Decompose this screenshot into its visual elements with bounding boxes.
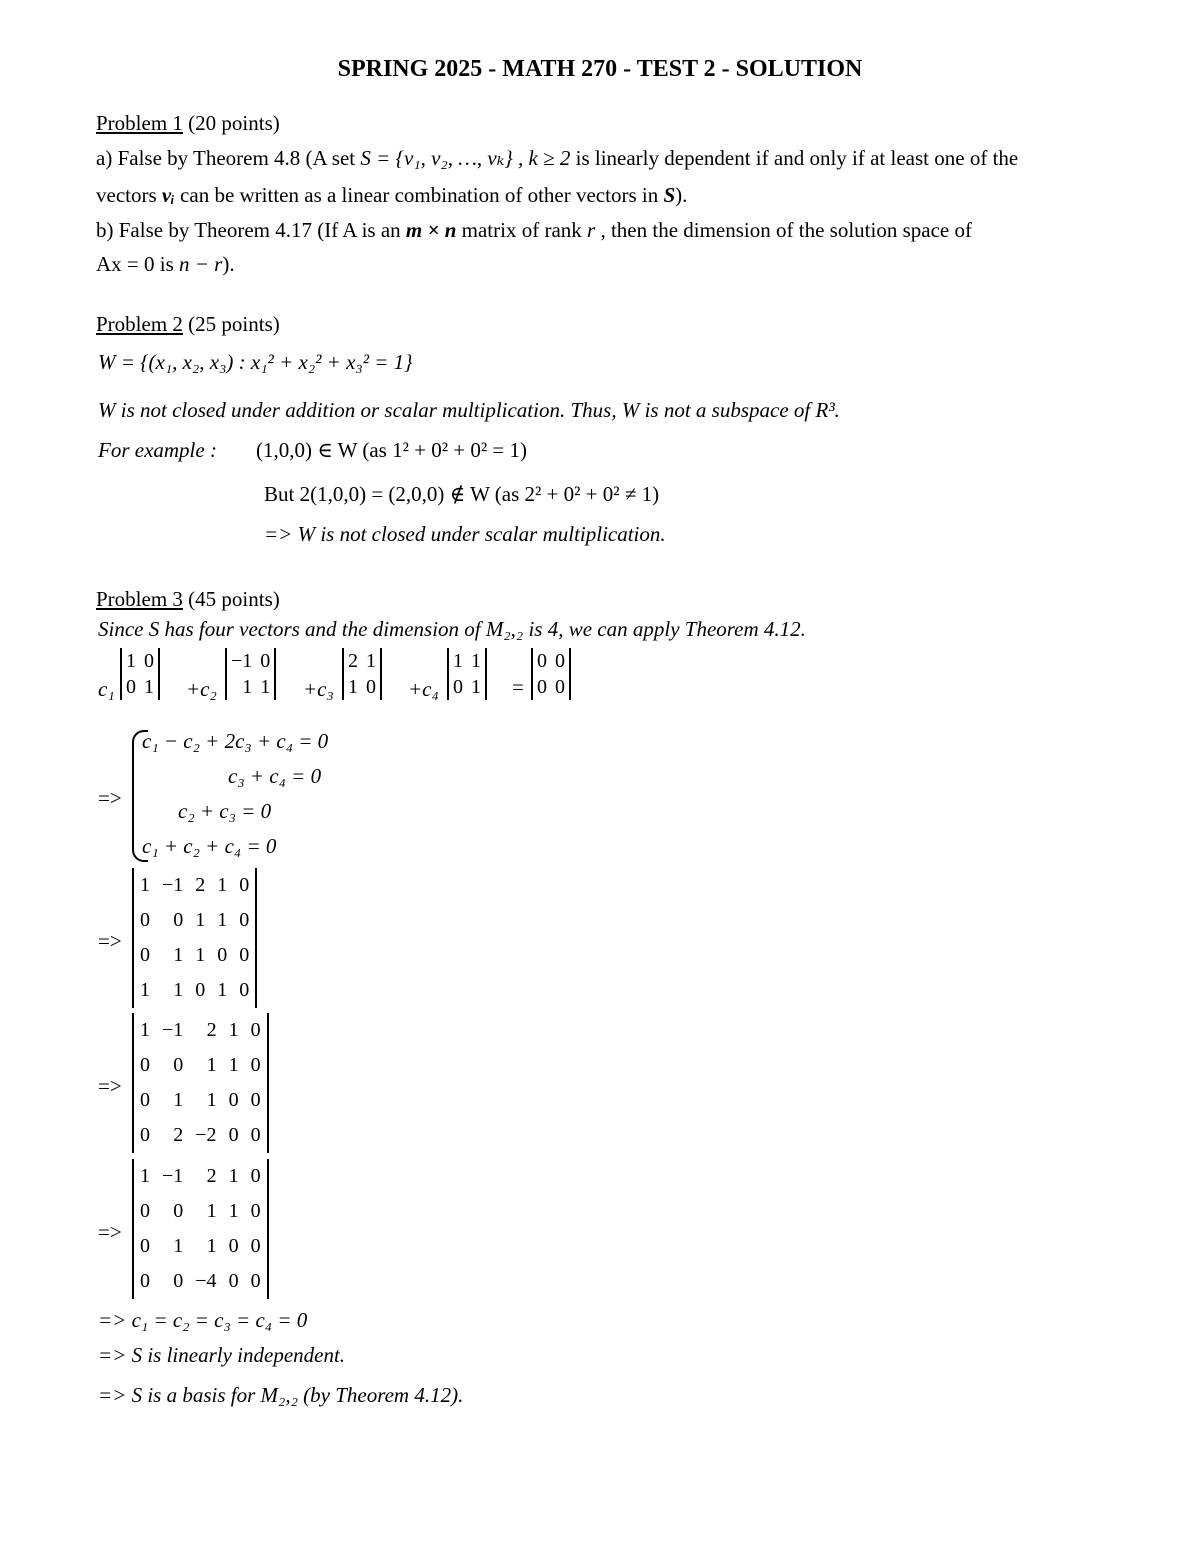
- p1b-text2: matrix of rank: [461, 218, 582, 242]
- cell: 1: [242, 676, 253, 698]
- p2-claim: W is not closed under addition or scalar multiplication. Thus, W is not a subspace of R³.: [98, 398, 840, 422]
- arrow-3: =>: [98, 1074, 122, 1098]
- cell: 0: [239, 909, 250, 931]
- arrow-1: =>: [98, 786, 122, 810]
- cell: 1: [140, 1019, 150, 1041]
- cell: 1: [260, 676, 271, 698]
- cell: 1: [348, 676, 358, 698]
- p2-example-label: For example :: [98, 438, 217, 462]
- cell: 0: [555, 676, 565, 698]
- problem-1-heading: Problem 1: [96, 111, 183, 135]
- cell: 1: [228, 1019, 239, 1041]
- coef-c2: +c₂: [186, 677, 217, 701]
- equals-sign: =: [512, 675, 524, 699]
- arrow-4: =>: [98, 1220, 122, 1244]
- cell: 0: [140, 1200, 150, 1222]
- p1a-vector: vᵢ: [161, 183, 175, 207]
- cell: 1: [228, 1200, 239, 1222]
- matrix-v3: [342, 648, 382, 700]
- cell: 0: [173, 1054, 184, 1076]
- cell: 0: [366, 676, 376, 698]
- p2-example-3: => W is not closed under scalar multiplication.: [264, 522, 666, 546]
- cell: 0: [239, 944, 250, 966]
- cell: 1: [366, 650, 376, 672]
- cell: 0: [228, 1089, 239, 1111]
- coef-c3: +c₃: [303, 677, 334, 701]
- problem-2-heading: Problem 2: [96, 312, 183, 336]
- problem-1b-line1: [96, 218, 972, 243]
- cell: 1: [206, 1235, 217, 1257]
- cell: 0: [453, 676, 463, 698]
- p2-example-1: (1,0,0) ∈ W (as 1² + 0² + 0² = 1): [256, 438, 527, 462]
- cell: 0: [195, 979, 206, 1001]
- equation-3: c₂ + c₃ = 0: [178, 799, 272, 823]
- cell: 0: [173, 1270, 184, 1292]
- augmented-matrix-1: [132, 868, 257, 1008]
- cell: 0: [173, 1200, 184, 1222]
- page-title: SPRING 2025 - MATH 270 - TEST 2 - SOLUTION: [337, 56, 863, 82]
- arrow-2: =>: [98, 929, 122, 953]
- cell: 1: [453, 650, 463, 672]
- augmented-matrix-3: [132, 1159, 269, 1299]
- cell: 0: [555, 650, 565, 672]
- equation-4: c₁ + c₂ + c₄ = 0: [142, 834, 277, 858]
- cell: 2: [173, 1124, 184, 1146]
- cell: 1: [471, 676, 481, 698]
- problem-1a-line1: [96, 146, 1018, 171]
- coef-c4: +c₄: [408, 677, 439, 701]
- cell: 0: [144, 650, 154, 672]
- problem-2-header: [96, 312, 280, 337]
- cell: 0: [250, 1019, 261, 1041]
- cell: 0: [140, 1270, 150, 1292]
- cell: 0: [250, 1235, 261, 1257]
- cell: 0: [250, 1124, 261, 1146]
- set-definition: W = {(x₁, x₂, x₃) : x₁² + x₂² + x₃² = 1}: [98, 350, 413, 374]
- cell: 1: [206, 1200, 217, 1222]
- coef-c1: c₁: [98, 677, 115, 701]
- cell: 1: [195, 909, 206, 931]
- cell: 1: [228, 1165, 239, 1187]
- cell: −1: [162, 1019, 184, 1041]
- cell: −1: [162, 874, 184, 896]
- cell: 0: [126, 676, 136, 698]
- cell: 1: [144, 676, 154, 698]
- equation-2: c₃ + c₄ = 0: [228, 764, 322, 788]
- problem-1a-line2: [96, 183, 687, 208]
- cell: 0: [250, 1089, 261, 1111]
- cell: 0: [140, 944, 150, 966]
- cell: 0: [140, 1124, 150, 1146]
- cell: 0: [250, 1165, 261, 1187]
- augmented-matrix-2: [132, 1013, 269, 1153]
- cell: 0: [537, 650, 547, 672]
- cell: 2: [195, 874, 206, 896]
- cell: 0: [140, 1054, 150, 1076]
- p1a-text3: vectors: [96, 183, 157, 207]
- p1a-text4: can be written as a linear combination of other vectors in: [180, 183, 659, 207]
- p1a-text: a) False by Theorem 4.8 (A set: [96, 146, 356, 170]
- cell: 2: [348, 650, 358, 672]
- cell: 1: [206, 1054, 217, 1076]
- conclusion-2: => S is linearly independent.: [98, 1343, 346, 1367]
- cell: 0: [250, 1270, 261, 1292]
- cell: 1: [126, 650, 136, 672]
- problem-1-header: [96, 111, 280, 136]
- cell: 0: [537, 676, 547, 698]
- cell: 1: [471, 650, 481, 672]
- cell: 0: [228, 1270, 239, 1292]
- p1b-rank: r: [587, 218, 596, 242]
- cell: 1: [217, 909, 228, 931]
- cell: 0: [228, 1235, 239, 1257]
- cell: 2: [206, 1165, 217, 1187]
- cell: 0: [228, 1124, 239, 1146]
- p2-example-2: But 2(1,0,0) = (2,0,0) ∉ W (as 2² + 0² + 0² ≠ 1): [264, 482, 660, 506]
- cell: 0: [239, 979, 250, 1001]
- conclusion-1: => c₁ = c₂ = c₃ = c₄ = 0: [98, 1308, 308, 1332]
- p1a-set: S = {v₁, v₂, …, vₖ} , k ≥ 2: [360, 146, 571, 170]
- p3-intro: Since S has four vectors and the dimension of M₂,₂ is 4, we can apply Theorem 4.12.: [98, 617, 806, 641]
- matrix-zero: [531, 648, 571, 700]
- cell: 0: [173, 909, 184, 931]
- equation-1: c₁ − c₂ + 2c₃ + c₄ = 0: [142, 729, 329, 753]
- problem-1-points: (20 points): [188, 111, 280, 135]
- problem-2-points: (25 points): [188, 312, 280, 336]
- cell: 1: [217, 874, 228, 896]
- problem-3-points: (45 points): [188, 587, 280, 611]
- p1a-set-S: S: [663, 183, 676, 207]
- matrix-v4: [447, 648, 487, 700]
- cell: 1: [173, 944, 184, 966]
- cell: 0: [140, 1089, 150, 1111]
- cell: 0: [239, 874, 250, 896]
- p1b-text3: , then the dimension of the solution space of: [600, 218, 972, 242]
- matrix-v2: [225, 648, 276, 700]
- cell: 0: [250, 1200, 261, 1222]
- cell: 0: [140, 909, 150, 931]
- problem-1b-line2: [96, 252, 235, 277]
- problem-3-heading: Problem 3: [96, 587, 183, 611]
- p1a-end: ).: [675, 183, 688, 207]
- cell: −2: [195, 1124, 217, 1146]
- cell: 1: [228, 1054, 239, 1076]
- problem-3-header: [96, 587, 280, 612]
- p1a-text2: is linearly dependent if and only if at least one of the: [575, 146, 1019, 170]
- cell: 1: [140, 874, 150, 896]
- cell: 0: [140, 1235, 150, 1257]
- cell: 1: [140, 1165, 150, 1187]
- cell: 2: [206, 1019, 217, 1041]
- cell: −1: [162, 1165, 184, 1187]
- p1b-nullity: n − r: [179, 252, 223, 276]
- cell: 0: [260, 650, 271, 672]
- cell: 1: [173, 979, 184, 1001]
- p1b-dim: m × n: [405, 218, 457, 242]
- cell: 1: [195, 944, 206, 966]
- conclusion-3: => S is a basis for M₂,₂ (by Theorem 4.12).: [98, 1383, 464, 1407]
- cell: 0: [250, 1054, 261, 1076]
- cell: 1: [217, 979, 228, 1001]
- matrix-v1: [120, 648, 160, 700]
- cell: 1: [173, 1089, 184, 1111]
- p1b-text4: Ax = 0 is: [96, 252, 174, 276]
- cell: 1: [173, 1235, 184, 1257]
- cell: 0: [217, 944, 228, 966]
- cell: −1: [231, 650, 253, 672]
- p1b-end: ).: [222, 252, 235, 276]
- cell: −4: [195, 1270, 217, 1292]
- cell: 1: [140, 979, 150, 1001]
- cell: 1: [206, 1089, 217, 1111]
- p1b-text: b) False by Theorem 4.17 (If A is an: [96, 218, 401, 242]
